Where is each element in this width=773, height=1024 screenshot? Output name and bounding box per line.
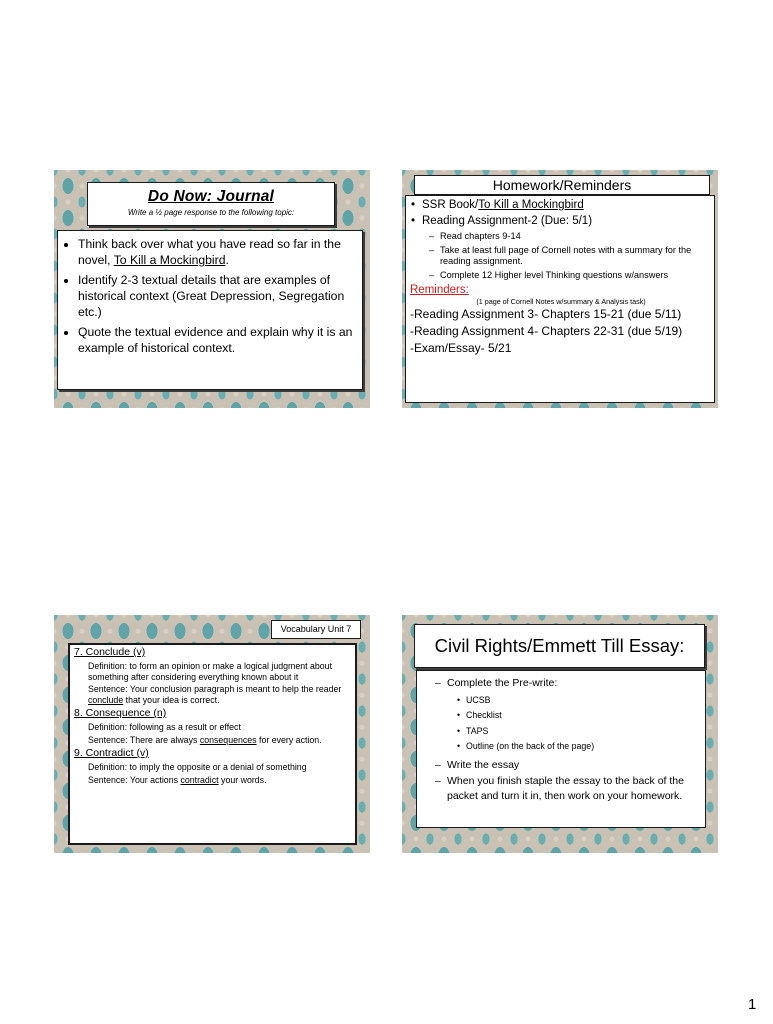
sentence-text: Sentence: There are always [88, 734, 198, 745]
sentence-text: that your idea is correct. [125, 694, 220, 705]
sub-item: • Checklist [435, 708, 699, 724]
slide-do-now-journal [54, 170, 370, 408]
slide-title: Civil Rights/Emmett Till Essay: [434, 635, 685, 656]
sub-item: – Complete 12 Higher level Thinking questions w/answers [410, 270, 712, 282]
sentence-text: for every action. [259, 734, 322, 745]
vocab-word: contradict [180, 774, 219, 785]
term-sentence [74, 775, 349, 786]
title-box [414, 175, 710, 195]
reminders-note: (1 page of Cornell Notes w/summary & Analysis task) [476, 297, 646, 306]
title-box [87, 182, 335, 226]
slide-title: Homework/Reminders [492, 177, 632, 193]
vocab-label-box [271, 620, 361, 639]
sub-item: – Read chapters 9-14 [410, 231, 712, 243]
sub-item: • UCSB [435, 693, 699, 709]
vocab-term: 9. Contradict (v) [74, 747, 149, 759]
term-sentence [74, 684, 349, 705]
sentence-text: Sentence: Your conclusion paragraph is meant to help the reader [88, 684, 342, 694]
book-title: To Kill a Mockingbird [113, 253, 226, 267]
page-number: 1 [748, 996, 757, 1013]
bullet-text: Think back over what you have read so far in the novel, [78, 237, 341, 267]
bullet-item [78, 236, 356, 268]
slide-essay [402, 615, 718, 853]
content-box [57, 230, 363, 390]
list-item: – Complete the Pre-write: [435, 676, 699, 691]
title-box [414, 624, 705, 668]
bullet-item: • Quote the textual evidence and explain why it is an example of historical context. [78, 324, 356, 356]
sentence-text: Sentence: Your actions [88, 774, 178, 785]
item-text: SSR Book/ [422, 199, 479, 211]
list-item: – When you finish staple the essay to the back of the packet and turn it in, then work on your homework. [435, 774, 699, 803]
bullet-end: . [225, 253, 229, 267]
term-definition: Definition: to imply the opposite or a denial of something [88, 762, 307, 772]
content-box [405, 195, 715, 403]
reminder-line: -Reading Assignment 4- Chapters 22-31 (due 5/19) [410, 324, 683, 338]
reminder-line: -Exam/Essay- 5/21 [410, 341, 512, 355]
term-definition: Definition: following as a result or effect [88, 722, 241, 732]
sub-item: – Take at least full page of Cornell notes with a summary for the reading assignment. [410, 245, 712, 268]
book-title: To Kill a Mockingbird [478, 199, 584, 211]
content-box [416, 670, 706, 828]
sub-item: • Outline (on the back of the page) [435, 739, 699, 755]
reminders-label: Reminders: [410, 284, 469, 296]
reminder-line: -Reading Assignment 3- Chapters 15-21 (due 5/11) [410, 307, 682, 321]
vocab-label: Vocabulary Unit 7 [280, 624, 352, 634]
sub-item: • TAPS [435, 724, 699, 740]
vocab-word: consequences [199, 734, 257, 745]
term-definition: Definition: to form an opinion or make a logical judgment about something after considering everything known about it [88, 661, 333, 682]
vocab-term: 8. Consequence (n) [74, 707, 167, 719]
slide-subtitle: Write a ½ page response to the following topic: [127, 208, 295, 217]
sentence-text: your words. [221, 774, 267, 785]
vocab-term: 7. Conclude (v) [74, 646, 146, 658]
list-item: • Reading Assignment-2 (Due: 5/1) [410, 213, 712, 229]
list-item: – Write the essay [435, 758, 699, 773]
slide-title: Do Now: Journal [147, 188, 275, 205]
term-sentence [74, 735, 349, 746]
bullet-list [58, 236, 362, 356]
bullet-item: • Identify 2-3 textual details that are examples of historical context (Great Depression, Segregation etc.) [78, 272, 356, 320]
slide-vocabulary [54, 615, 370, 853]
slide-homework-reminders [402, 170, 718, 408]
list-item [410, 197, 712, 213]
vocab-word: conclude [88, 694, 124, 705]
content-box [68, 643, 357, 845]
